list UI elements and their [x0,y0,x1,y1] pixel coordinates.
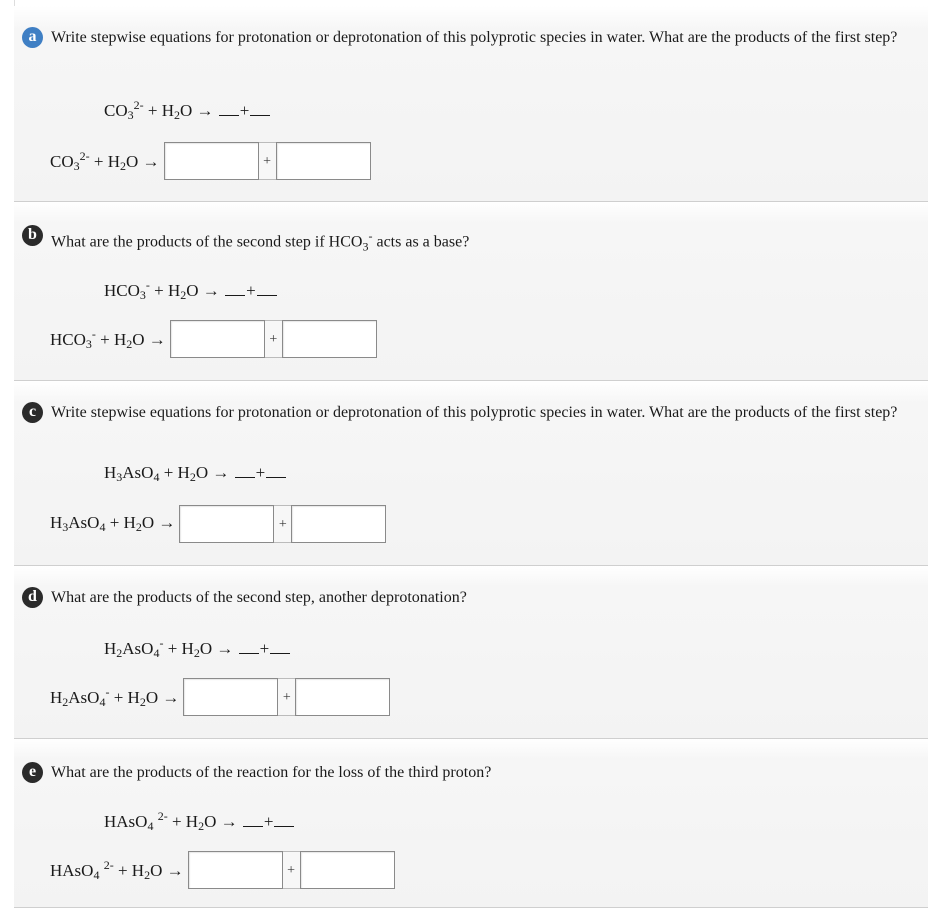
water-text: + H [105,513,136,532]
species-subscript: 4 [93,867,100,882]
water-text: + H [149,281,181,300]
part-e-reactants [50,858,184,883]
part-a-answer-row [50,142,371,180]
part-d-reaction-template [104,636,291,661]
part-d-answer-row [50,678,390,716]
part-c-product-2-input[interactable] [291,505,386,543]
plus-separator: + [265,320,282,358]
species-subscript: 4 [153,470,160,484]
species-subscript: 4 [153,646,160,660]
part-b-section [14,202,928,381]
blank-2 [250,105,270,116]
part-b-answer-row [50,320,377,358]
species-text: AsO [122,639,154,658]
part-a-section [14,6,928,202]
water-subscript: 2 [135,520,142,534]
plus-separator: + [283,851,300,889]
species-text: HCO [50,329,86,349]
water-arrow: O → [186,281,220,300]
part-d-question: What are the products of the second step, another deprotonation? [51,589,467,606]
species-text: HAsO [104,812,148,831]
part-e-product-2-input[interactable] [300,851,395,889]
part-e-product-1-input[interactable] [188,851,283,889]
species-charge: 2- [157,809,168,823]
water-arrow: O → [150,860,184,880]
question-charge: - [368,229,373,243]
water-arrow: O → [204,812,238,831]
water-text: + H [163,639,194,658]
plus-sign: + [246,281,256,300]
species-charge: 2- [79,148,90,163]
water-subscript: 2 [198,819,205,833]
blank-2 [274,816,294,827]
part-c-question: Write stepwise equations for protonation or deprotonation of this polyprotic species in water. What are the products of the first step? [51,404,898,421]
species-h: H [50,687,63,707]
water-text: + H [143,101,174,120]
water-subscript: 2 [139,694,146,709]
part-a-question-row [22,28,908,48]
part-c-badge: c [22,402,43,423]
plus-sign: + [259,639,270,658]
species-charge: - [91,326,96,341]
blank-2 [270,643,290,654]
species-h-subscript: 3 [62,520,69,534]
part-e-question-row [22,763,908,783]
species-h-subscript: 3 [116,470,123,484]
blank-2 [257,285,277,296]
part-d-product-1-input[interactable] [183,678,278,716]
species-subscript: 4 [99,520,106,534]
species-text: HAsO [50,860,94,880]
species-h: H [50,513,63,532]
species-text: AsO [122,463,154,482]
part-b-badge: b [22,225,43,246]
species-text: HCO [104,281,140,300]
species-subscript: 3 [85,336,92,351]
species-h: H [104,463,117,482]
part-b-question-row [22,226,908,257]
plus-separator: + [274,505,291,543]
water-subscript: 2 [180,288,187,302]
species-subscript: 4 [147,819,154,833]
water-text: + H [89,151,120,171]
species-text: CO [104,101,128,120]
blank-1 [219,105,239,116]
part-d-reactants [50,685,179,710]
species-charge: - [159,636,164,650]
question-tail: acts as a base? [372,233,470,251]
water-arrow: O → [132,329,166,349]
part-e-reaction-template [104,809,295,834]
species-text: AsO [68,687,100,707]
blank-1 [239,643,259,654]
species-h-subscript: 2 [116,646,123,660]
part-b-reactants [50,327,166,352]
water-subscript: 2 [144,867,151,882]
species-text: CO [50,151,74,171]
plus-separator: + [278,678,295,716]
part-c-reaction-template [104,463,287,485]
water-subscript: 2 [193,646,200,660]
part-d-badge: d [22,587,43,608]
part-a-badge: a [22,27,43,48]
blank-1 [235,467,255,478]
water-arrow: O → [145,687,180,707]
part-b-product-1-input[interactable] [170,320,265,358]
water-subscript: 2 [120,158,126,173]
species-charge: 2- [103,857,114,872]
plus-sign: + [255,463,266,482]
water-arrow: O → [126,151,160,171]
species-text: AsO [68,513,100,532]
blank-2 [266,467,286,478]
question-text: What are the products of the second step if HCO [51,233,363,251]
part-b-product-2-input[interactable] [282,320,377,358]
species-h: H [104,639,117,658]
part-e-badge: e [22,762,43,783]
species-charge: 2- [133,98,144,112]
plus-sign: + [239,101,250,120]
species-subscript: 3 [127,108,134,122]
water-arrow: O → [180,101,214,120]
part-e-section [14,739,928,908]
water-arrow: O → [199,639,234,658]
water-arrow: O → [195,463,230,482]
species-charge: - [105,684,110,699]
water-arrow: O → [141,513,176,532]
part-e-answer-row [50,851,395,889]
water-text: + H [167,812,199,831]
part-d-question-row [22,588,908,608]
water-subscript: 2 [189,470,196,484]
blank-1 [243,816,263,827]
water-subscript: 2 [126,336,133,351]
part-e-question: What are the products of the reaction for the loss of the third proton? [51,764,492,781]
species-subscript: 3 [73,158,80,173]
species-charge: - [145,278,150,292]
part-d-product-2-input[interactable] [295,678,390,716]
species-subscript: 3 [139,288,146,302]
part-b-question [51,226,469,257]
plus-sign: + [263,812,274,831]
plus-separator: + [259,142,276,180]
part-a-reaction-template [104,98,271,123]
water-text: + H [113,860,145,880]
part-c-reactants [50,513,175,535]
part-a-product-2-input[interactable] [276,142,371,180]
water-text: + H [95,329,127,349]
part-a-product-1-input[interactable] [164,142,259,180]
part-b-reaction-template [104,278,278,303]
part-c-section [14,381,928,566]
blank-1 [225,285,245,296]
part-a-reactants [50,149,160,174]
species-subscript: 4 [99,694,106,709]
part-c-question-row [22,403,908,423]
part-c-product-1-input[interactable] [179,505,274,543]
part-c-answer-row [50,505,386,543]
part-d-section [14,566,928,739]
water-text: + H [109,687,140,707]
species-h-subscript: 2 [62,694,69,709]
water-subscript: 2 [174,108,180,122]
part-a-question: Write stepwise equations for protonation or deprotonation of this polyprotic species in water. What are the products of the first step? [51,29,898,46]
water-text: + H [159,463,190,482]
question-subscript: 3 [362,239,369,254]
